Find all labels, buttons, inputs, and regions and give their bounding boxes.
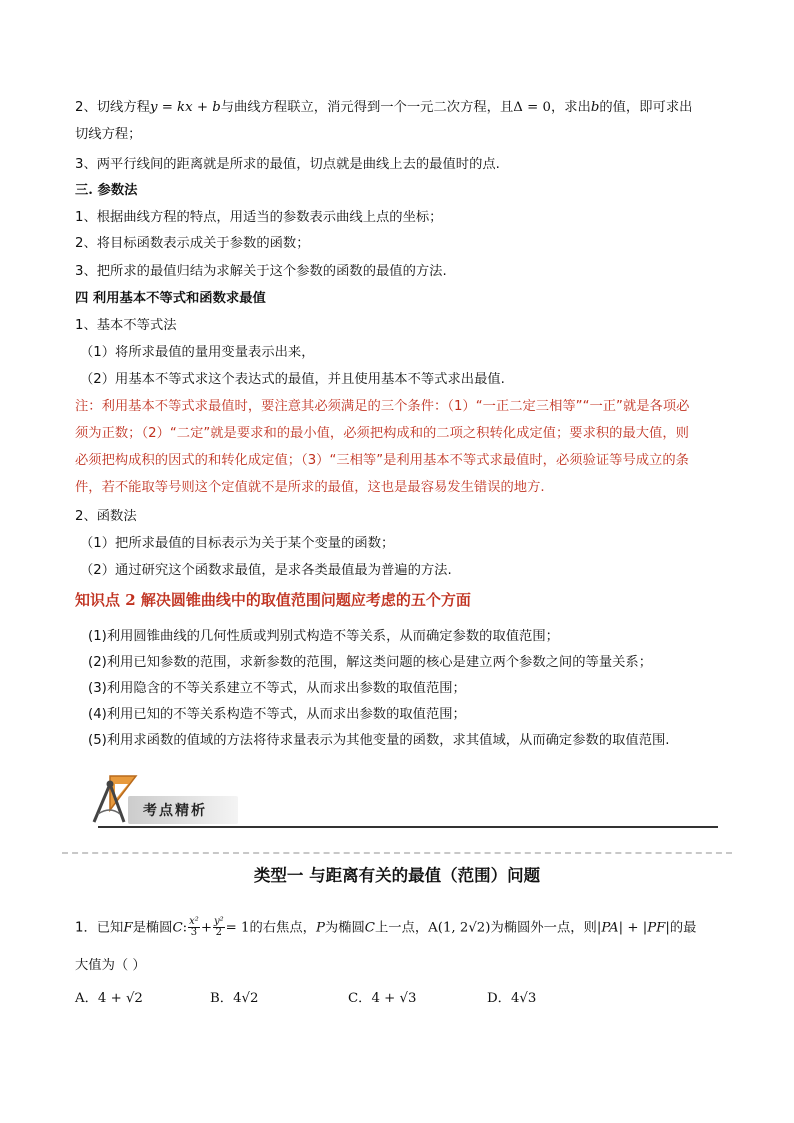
text-line: 2、将目标函数表示成关于参数的函数；	[75, 236, 310, 251]
text-line: （2）通过研究这个函数求最值，是求各类最值最为普遍的方法.	[80, 563, 452, 578]
list-item: (1)利用圆锥曲线的几何性质或判别式构造不等关系，从而确定参数的取值范围；	[88, 629, 559, 644]
text: 是椭圆	[132, 920, 173, 936]
list-item: (4)利用已知的不等关系构造不等式，从而求出参数的取值范围；	[88, 707, 466, 722]
text: 上一点，	[374, 920, 429, 936]
list-item: (3)利用隐含的不等关系建立不等式，从而求出参数的取值范围；	[88, 681, 466, 696]
question-line-2: 大值为（ ）	[75, 958, 146, 973]
denominator: 3	[190, 927, 198, 938]
text-line: （2）用基本不等式求这个表达式的最值，并且使用基本不等式求出最值.	[80, 372, 505, 387]
text-line: 2、函数法	[75, 509, 137, 524]
text: 的值，即可求出	[599, 100, 693, 115]
text-line: 3、把所求的最值归结为求解关于这个参数的函数的最值的方法.	[75, 264, 447, 279]
formula: A(1, 2√2)	[428, 920, 491, 936]
note-line: 必须把构成积的因式的和转化成定值；（3）“三相等”是利用基本不等式求最值时，必须验证等号成立的条	[75, 453, 689, 468]
text-line: 1、根据曲线方程的特点，用适当的参数表示曲线上点的坐标；	[75, 210, 443, 225]
fraction	[213, 917, 225, 938]
text: 1．已知	[75, 920, 124, 936]
list-item: (5)利用求函数的值域的方法将待求量表示为其他变量的函数，求其值域，从而确定参数的取值范围.	[88, 733, 670, 748]
text: 的右焦点，	[249, 920, 316, 936]
note-line: 件，若不能取等号则这个定值就不是所求的最值，这也是最容易发生错误的地方.	[75, 480, 545, 495]
option-b[interactable]: B．4√2	[210, 991, 259, 1006]
section-title: 类型一 与距离有关的最值（范围）问题	[253, 866, 541, 885]
fraction	[188, 917, 200, 938]
heading-inequality-method: 四 利用基本不等式和函数求最值	[75, 291, 266, 306]
text: 为椭圆	[324, 920, 365, 936]
option-a[interactable]: A．4 + √2	[75, 991, 143, 1006]
text: 为椭圆外一点，则	[490, 920, 597, 936]
formula: C	[172, 920, 183, 936]
text: 与曲线方程联立，消元得到一个一元二次方程，且	[220, 100, 514, 115]
option-d[interactable]: D．4√3	[487, 991, 537, 1006]
text-line: 切线方程；	[75, 127, 142, 142]
formula: C	[364, 920, 375, 936]
text: 的最	[669, 920, 697, 936]
list-item: (2)利用已知参数的范围，求新参数的范围，解这类问题的核心是建立两个参数之间的等量关系；	[88, 655, 653, 670]
divider	[98, 826, 718, 828]
text-line: （1）将所求最值的量用变量表示出来，	[80, 345, 315, 360]
dashed-divider	[62, 852, 732, 854]
text-line: （1）把所求最值的目标表示为关于某个变量的函数；	[80, 536, 395, 551]
knowledge-point-title: 知识点 2 解决圆锥曲线中的取值范围问题应考虑的五个方面	[75, 591, 471, 609]
banner-label: 考点精析	[143, 803, 207, 819]
numerator: x²	[189, 916, 199, 927]
formula: b	[590, 100, 600, 115]
note-line: 须为正数；（2）“二定”就是要求和的最小值，必须把构成和的二项之积转化成定值；要求积的最大值，则	[75, 426, 689, 441]
formula: P	[315, 920, 325, 936]
question-line-1: 1．已知F是椭圆C: $\frac{\text{x²}}{3}$ + $\frac{\text{y²}}{2}$ = 1的右焦点，P为椭圆C上一点，A(1, 2√2)为椭圆外一点，则|PA| + |PF|的最	[75, 916, 697, 938]
formula: = 1	[225, 920, 250, 936]
numerator: y²	[213, 916, 224, 927]
formula: |PA| + |PF|	[596, 920, 670, 936]
formula: F	[123, 920, 133, 936]
option-c[interactable]: C．4 + √3	[348, 991, 417, 1006]
text-line: 1、基本不等式法	[75, 318, 177, 333]
text-line: 3、两平行线间的距离就是所求的最值，切点就是曲线上去的最值时的点.	[75, 157, 500, 172]
text: 2、切线方程	[75, 100, 150, 115]
text: ，求出	[550, 100, 591, 115]
text-line-tangent	[75, 99, 725, 117]
denominator: 2	[215, 927, 222, 938]
formula: y = kx + b	[149, 100, 221, 115]
note-line: 注：利用基本不等式求最值时，要注意其必须满足的三个条件：（1）“一正二定三相等”“一正”就是各项必	[75, 399, 690, 414]
formula: Δ = 0	[513, 100, 551, 115]
exam-analysis-banner	[88, 770, 718, 832]
heading-param-method: 三. 参数法	[75, 183, 138, 198]
